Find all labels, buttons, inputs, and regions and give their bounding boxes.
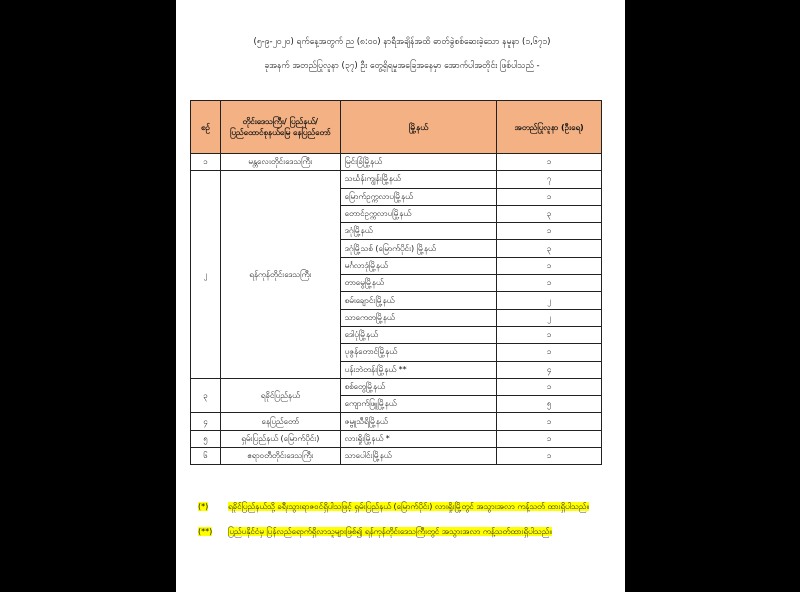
cell-township: ဇမ္ဗူသီရိမြို့နယ် [340,413,497,430]
footnote-text: ရခိုင်ပြည်နယ်သို့ ခရီးသွားရာဇဝင်ရှိပါသဖြင့် ရှမ်းပြည်နယ် (မြောက်ပိုင်း) လားရှိုးမြို့တွင် အသွားအလာ ကန့်သတ် ထားရှိပါသည်။ [228,502,589,511]
cell-no: ၆ [191,448,221,465]
cell-count: ၁ [497,378,602,395]
footnote-text: ပြည်ပနိုင်ငံမှ ပြန်လည်ရောက်ရှိလာသူများဖြစ်၍ ရန်ကုန်တိုင်းဒေသကြီးတွင် အသွားအလာ ကန့်သတ်ထားရှိပါသည်။ [228,527,552,536]
table-row [191,413,602,430]
header-township: မြို့နယ် [340,101,497,154]
cell-township: တာမွေမြို့နယ် [340,275,497,292]
intro-line-1: (၅-၉-၂၀၂၀) ရက်နေ့အတွက် ည (၈:၀၀) နာရီအချိန်အထိ ဓာတ်ခွဲစစ်ဆေးခဲ့သော နမူနာ (၁,၆၇၁) [253,37,551,47]
cell-count: ၁ [497,344,602,361]
table-row [191,154,602,171]
cell-region: ရခိုင်ပြည်နယ် [220,378,340,413]
header-no: စဉ် [191,101,221,154]
cell-township: ပန်းဘဲတန်းမြို့နယ် ** [340,361,497,378]
table-row [191,430,602,447]
cell-count: ၁ [497,275,602,292]
table-row [191,378,602,395]
footnote-mark: (*) [198,502,209,511]
cell-count: ၂ [497,292,602,309]
cell-township: သင်္ဃန်းကျွန်းမြို့နယ် [340,171,497,188]
table-header-row [191,101,602,154]
cell-region: ဧရာဝတီတိုင်းဒေသကြီး [220,448,340,465]
cell-no: ၅ [191,430,221,447]
cell-township: သာကေတမြို့နယ် [340,309,497,326]
header-count: အတည်ပြုလူနာ (ဦးရေ) [497,101,602,154]
cell-no: ၁ [191,154,221,171]
cell-count: ၂ [497,309,602,326]
cell-township: စမ်းချောင်းမြို့နယ် [340,292,497,309]
cell-township: တောင်ဥက္ကလာပမြို့နယ် [340,205,497,222]
footnote-1 [198,498,606,515]
cell-region: မန္တလေးတိုင်းဒေသကြီး [220,154,340,171]
cell-township: မြင်းခြံမြို့နယ် [340,154,497,171]
cell-count: ၁ [497,326,602,343]
footnote-mark: (**) [198,527,213,536]
cell-count: ၅ [497,396,602,413]
cell-count: ၁ [497,430,602,447]
cell-region: ရန်ကုန်တိုင်းဒေသကြီး [220,171,340,379]
table-row [191,448,602,465]
cell-no: ၃ [191,378,221,413]
footnotes [198,498,606,548]
cell-count: ၃ [497,240,602,257]
cell-township: သာပေါင်းမြို့နယ် [340,448,497,465]
cell-count: ၁ [497,448,602,465]
cell-region: နေပြည်တော် [220,413,340,430]
cell-township: ပုဇွန်တောင်မြို့နယ် [340,344,497,361]
cases-table [190,100,602,465]
table-body [191,154,602,465]
document-page [176,0,625,592]
cell-township: ဒဂုံမြို့သစ် (မြောက်ပိုင်း) မြို့နယ် [340,240,497,257]
cell-count: ၁ [497,257,602,274]
cell-no: ၂ [191,171,221,379]
cell-township: စစ်တွေမြို့နယ် [340,378,497,395]
cell-count: ၄ [497,361,602,378]
cell-township: မင်္ဂလာဒုံမြို့နယ် [340,257,497,274]
header-region: တိုင်းဒေသကြီး/ ပြည်နယ်/ ပြည်ထောင်စုနယ်မြေ နေပြည်တော် [220,101,340,154]
cell-count: ၁ [497,413,602,430]
cell-region: ရှမ်းပြည်နယ် (မြောက်ပိုင်း) [220,430,340,447]
cell-no: ၄ [191,413,221,430]
cell-township: မြောက်ဥက္ကလာပမြို့နယ် [340,188,497,205]
cell-count: ၇ [497,171,602,188]
cell-township: ဒေါပုံမြို့နယ် [340,326,497,343]
intro-paragraph [196,30,608,78]
cell-count: ၁ [497,188,602,205]
intro-line-2: ခုအနက် အတည်ပြုလူနာ (၃၇) ဦး တွေ့ရှိရမှုအခြေအနေမှာ အောက်ပါအတိုင်း ဖြစ်ပါသည် - [264,61,540,71]
cell-count: ၁ [497,223,602,240]
cell-township: ဒဂုံမြို့နယ် [340,223,497,240]
table-row [191,171,602,188]
cell-count: ၃ [497,205,602,222]
cell-township: လားရှိုးမြို့နယ် * [340,430,497,447]
cell-count: ၁ [497,154,602,171]
cell-township: ကျောက်ဖြူမြို့နယ် [340,396,497,413]
footnote-2 [198,523,606,540]
